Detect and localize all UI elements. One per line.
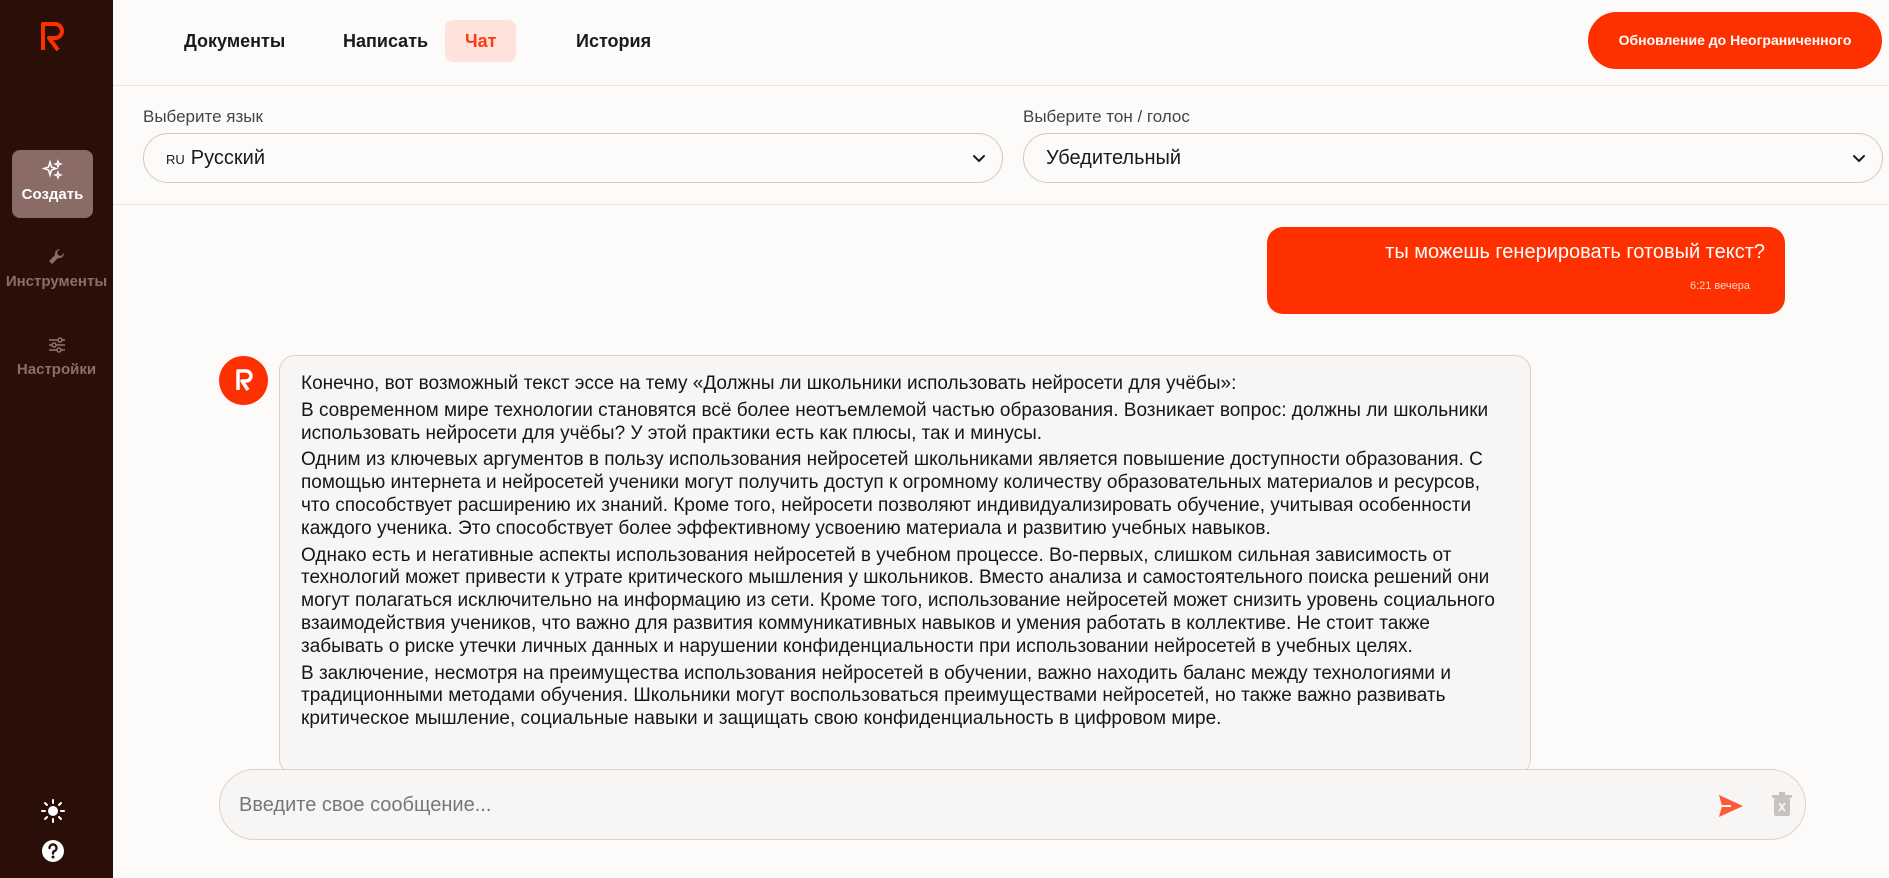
language-label: Выберите язык bbox=[143, 107, 263, 126]
language-flag: RU bbox=[166, 152, 185, 167]
tab-history[interactable]: История bbox=[576, 31, 652, 51]
sparkles-icon bbox=[41, 158, 65, 182]
bot-avatar bbox=[219, 356, 268, 405]
message-timestamp: 6:21 вечера bbox=[1689, 280, 1750, 292]
app-logo-icon[interactable] bbox=[40, 20, 66, 52]
chevron-down-icon bbox=[1850, 149, 1868, 167]
tone-value: Убедительный bbox=[1046, 147, 1182, 169]
options-row bbox=[113, 86, 1889, 205]
tab-write[interactable]: Написать bbox=[343, 31, 429, 51]
message-paragraph: Конечно, вот возможный текст эссе на тему «Должны ли школьники использовать нейросети для учёбы»: bbox=[301, 373, 1237, 394]
sidebar-item-tools[interactable] bbox=[0, 245, 113, 290]
message-paragraph: Одним из ключевых аргументов в пользу использования нейросетей школьниками является повышение доступности образования. С помощью интернета и нейросетей ученики могут получить доступ к огромному количеству образовательных материалов и ресурсов, что способствует расширению их знаний. Кроме того, нейросети позволяют индивидуализировать обучение, учитывая особенности каждого ученика. Это способствует более эффективному усвоению материала и развитию учебных навыков. bbox=[301, 449, 1483, 539]
bot-message-bubble bbox=[279, 355, 1531, 775]
sidebar-item-label: Настройки bbox=[16, 361, 97, 378]
upgrade-button[interactable]: Обновление до Неограниченного bbox=[1588, 12, 1882, 69]
message-paragraph: В современном мире технологии становятся всё более неотъемлемой частью образования. Возникает вопрос: должны ли школьники использовать нейросети для учёбы? У этой практики есть как плюсы, так и минусы. bbox=[301, 399, 1489, 444]
wrench-icon bbox=[45, 245, 69, 269]
help-icon[interactable] bbox=[40, 838, 66, 864]
tab-documents[interactable]: Документы bbox=[184, 31, 286, 51]
chevron-down-icon bbox=[970, 149, 988, 167]
sliders-icon bbox=[45, 333, 69, 357]
sidebar-item-label: Создать bbox=[21, 186, 84, 203]
language-select[interactable] bbox=[143, 133, 1003, 183]
sun-icon[interactable] bbox=[40, 798, 66, 824]
bot-logo-icon bbox=[219, 356, 268, 405]
tone-select[interactable] bbox=[1023, 133, 1883, 183]
language-value: Русский bbox=[190, 147, 265, 169]
tab-chat[interactable]: Чат bbox=[445, 20, 516, 62]
user-message-bubble bbox=[1267, 227, 1785, 314]
sidebar-item-label: Инструменты bbox=[5, 273, 108, 290]
message-paragraph: Однако есть и негативные аспекты использования нейросетей в учебном процессе. Во-первых, слишком сильная зависимость от технологий может привести к утрате критического мышления у школьников. Вместо анализа и самостоятельного поиска решений они могут полагаться исключительно на информацию из сети. Кроме того, использование нейросетей может снизить уровень социального взаимодействия учеников, что важно для развития коммуникативных навыков и умения работать в коллективе. Не стоит также забывать о риске утечки личных данных и нарушении конфиденциальности при использовании нейросетей в учебных целях. bbox=[301, 544, 1495, 657]
user-message-text: ты можешь генерировать готовый текст? bbox=[1385, 241, 1765, 263]
sidebar bbox=[0, 0, 113, 878]
message-composer bbox=[219, 769, 1806, 840]
sidebar-item-create[interactable] bbox=[12, 150, 93, 218]
tone-label: Выберите тон / голос bbox=[1023, 107, 1190, 126]
message-input[interactable] bbox=[239, 788, 1709, 822]
message-paragraph: В заключение, несмотря на преимущества использования нейросетей в обучении, важно находить баланс между технологиями и традиционными методами обучения. Школьники могут воспользоваться преимуществами нейросетей, но также важно развивать критическое мышление, социальные навыки и защищать свою конфиденциальность в цифровом мире. bbox=[301, 662, 1451, 730]
trash-icon[interactable] bbox=[1771, 792, 1793, 818]
top-navigation bbox=[113, 0, 1889, 86]
sidebar-item-settings[interactable] bbox=[0, 333, 113, 378]
send-icon[interactable] bbox=[1717, 792, 1745, 820]
